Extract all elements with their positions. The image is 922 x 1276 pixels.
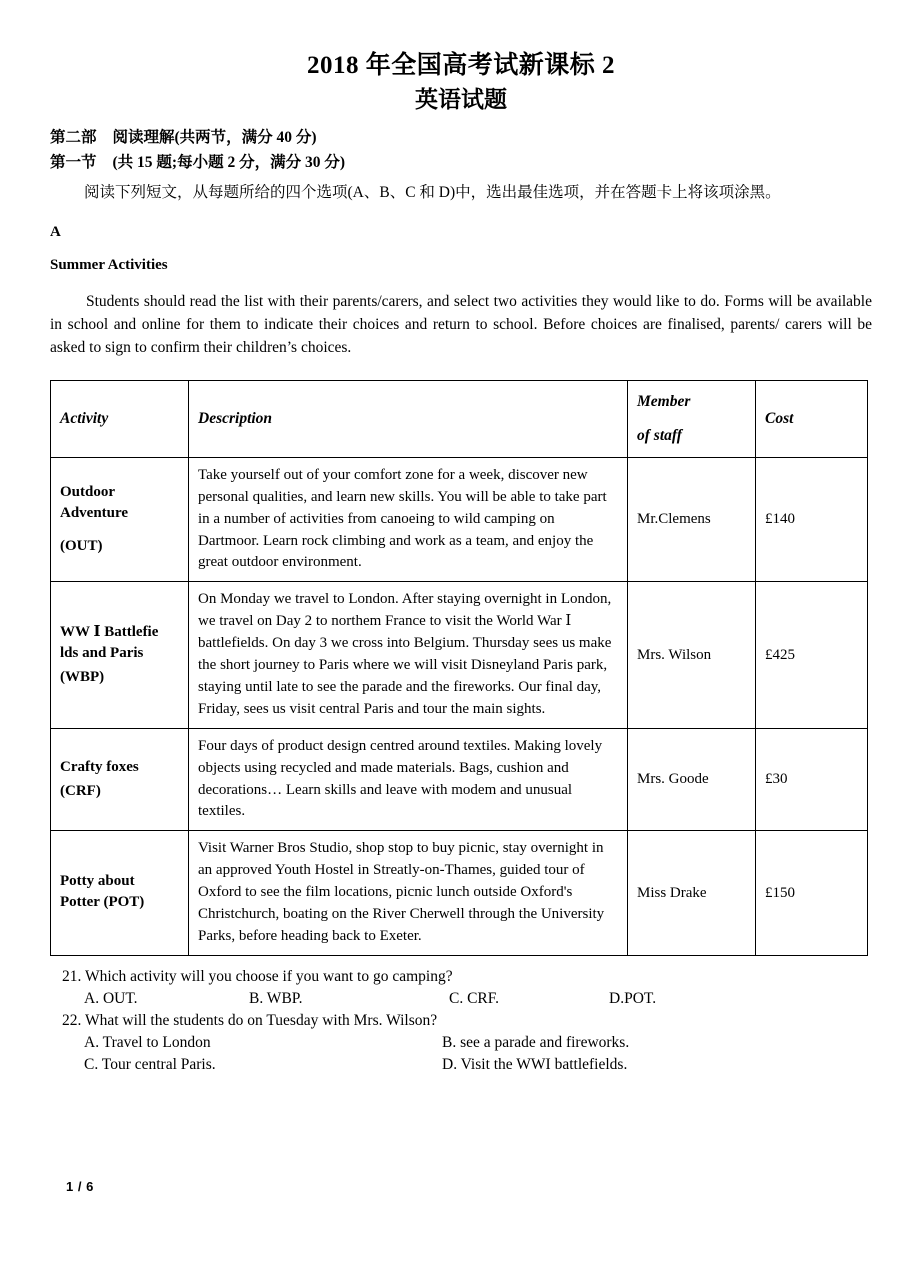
- table-row: [51, 457, 868, 581]
- section-number: 第一节: [50, 154, 97, 172]
- cost-cell: £425: [756, 582, 868, 728]
- passage-intro: Students should read the list with their parents/carers, and select two activities they would like to do. Forms will be available in school and online for them to indicate their choices and return to school. Before choices are finalised, parents/ carers will be asked to sign to confirm their children’s choices.: [50, 293, 872, 356]
- member-cell: Miss Drake: [628, 831, 756, 955]
- column-header-cost: Cost: [756, 380, 868, 457]
- option-c[interactable]: C. CRF.: [449, 989, 500, 1007]
- description-cell: On Monday we travel to London. After staying overnight in London, we travel on Day 2 to northem France to visit the World War Ⅰ battlefields. On day 3 we cross into Belgium. Thursday sees us make the short journey to Paris where we will visit Disneyland Paris park, staying until late to see the parade and the fireworks. Our final day, Friday, sees us visit central Paris and tour the main sights.: [189, 582, 628, 728]
- member-cell: Mrs. Wilson: [628, 582, 756, 728]
- option-a[interactable]: A. OUT.: [84, 989, 138, 1007]
- option-b[interactable]: B. see a parade and fireworks.: [442, 1033, 630, 1051]
- table-row: [51, 728, 868, 831]
- option-c[interactable]: C. Tour central Paris.: [84, 1055, 216, 1073]
- table-row: [51, 831, 868, 955]
- passage-label: A: [50, 224, 61, 241]
- activity-cell: [51, 728, 189, 831]
- cost-cell: £30: [756, 728, 868, 831]
- option-d[interactable]: D.POT.: [609, 989, 657, 1007]
- passage-heading: Summer Activities: [50, 257, 168, 274]
- activities-table: [50, 380, 868, 956]
- column-header-member: [628, 380, 756, 457]
- page-subtitle: 英语试题: [415, 87, 507, 113]
- activity-name: WW Ⅰ Battlefie lds and Paris: [60, 624, 159, 662]
- page-number: 1 / 6: [66, 1179, 94, 1194]
- part-label: 阅读理解(共两节，满分 40 分): [112, 129, 317, 147]
- activity-name: Outdoor Adventure: [60, 483, 129, 521]
- questions-block: [50, 966, 872, 1076]
- member-cell: Mr.Clemens: [628, 457, 756, 581]
- cost-cell: £140: [756, 457, 868, 581]
- activity-cell: [51, 457, 189, 581]
- column-header-member-bottom: of staff: [637, 426, 682, 444]
- activity-cell: [51, 582, 189, 728]
- question-22-options-row-1: [62, 1032, 872, 1054]
- option-a[interactable]: A. Travel to London: [84, 1033, 211, 1051]
- question-21-stem: 21. Which activity will you choose if you want to go camping?: [62, 967, 453, 985]
- reading-instruction: 阅读下列短文，从每题所给的四个选项(A、B、C 和 D)中，选出最佳选项，并在答题卡上将该项涂黑。: [84, 183, 781, 201]
- question-22-options-row-2: [62, 1054, 872, 1076]
- table-header-row: [51, 380, 868, 457]
- option-d[interactable]: D. Visit the WWI battlefields.: [442, 1055, 628, 1073]
- column-header-member-top: Member: [637, 392, 691, 410]
- question-22-stem: 22. What will the students do on Tuesday with Mrs. Wilson?: [62, 1011, 438, 1029]
- option-b[interactable]: B. WBP.: [249, 989, 303, 1007]
- activity-code: (OUT): [60, 538, 103, 555]
- part-number: 第二部: [50, 129, 97, 147]
- activity-code: (CRF): [60, 782, 101, 799]
- column-header-description: Description: [189, 380, 628, 457]
- description-cell: Four days of product design centred around textiles. Making lovely objects using recycled and made materials. Bags, cushion and decorations… Learn skills and leave with modem and unusual textiles.: [189, 728, 628, 831]
- page-title: 2018 年全国高考试新课标 2: [306, 52, 615, 79]
- table-row: [51, 582, 868, 728]
- column-header-activity: Activity: [51, 380, 189, 457]
- activity-code: (WBP): [60, 668, 105, 685]
- section-label: (共 15 题;每小题 2 分，满分 30 分): [112, 154, 346, 172]
- member-cell: Mrs. Goode: [628, 728, 756, 831]
- activity-cell: [51, 831, 189, 955]
- cost-cell: £150: [756, 831, 868, 955]
- question-21-options: [62, 988, 872, 1010]
- activity-name: Crafty foxes: [60, 759, 139, 776]
- activity-name: Potty about Potter (POT): [60, 872, 145, 910]
- description-cell: Take yourself out of your comfort zone for a week, discover new personal qualities, and learn new skills. You will be able to take part in a number of activities from canoeing to wild camping on Dartmoor. Learn rock climbing and work as a team, and enjoy the great outdoor environment.: [189, 457, 628, 581]
- part-heading: [50, 126, 872, 149]
- description-cell: Visit Warner Bros Studio, shop stop to buy picnic, stay overnight in an approved Youth Hostel in Streatly-on-Thames, guided tour of Oxford to see the film locations, picnic lunch outside Oxford's Christchurch, boating on the River Cherwell through the University Parks, before heading back to Exeter.: [189, 831, 628, 955]
- section-heading: [50, 151, 872, 174]
